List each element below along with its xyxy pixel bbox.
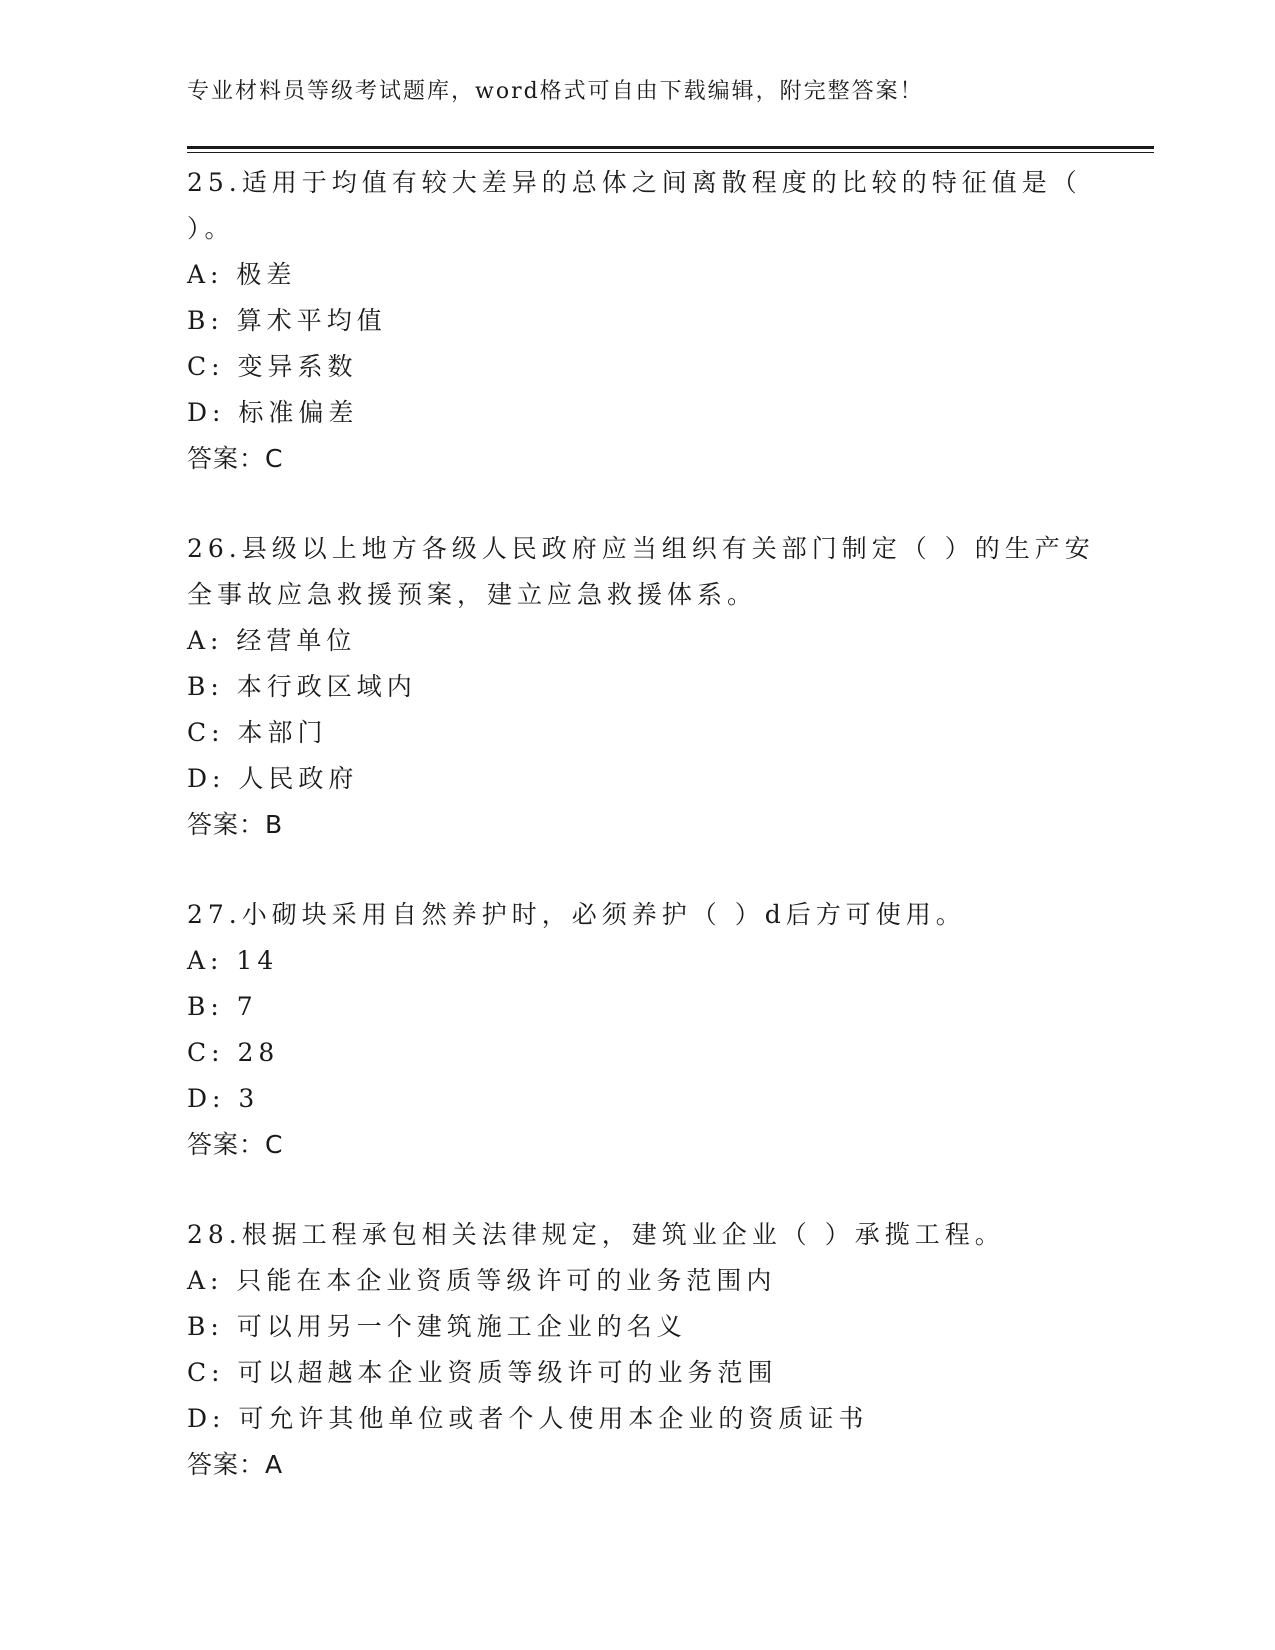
option-b: B: 7 [187,992,258,1021]
answer-line: 答案：C [187,1130,284,1159]
question-stem: ）。 [187,214,235,243]
option-d: D: 标准偏差 [187,398,359,427]
question-28 [187,1212,1087,1488]
option-b: B: 可以用另一个建筑施工企业的名义 [187,1312,687,1341]
header-divider [187,146,1154,153]
page-header: 专业材料员等级考试题库，word格式可自由下载编辑，附完整答案！ [187,79,924,104]
option-a: A: 14 [187,946,279,975]
option-b: B: 本行政区域内 [187,672,417,701]
option-c: C: 28 [187,1038,280,1067]
question-stem: 25.适用于均值有较大差异的总体之间离散程度的比较的特征值是（ [187,168,1082,197]
question-26 [187,526,1095,848]
option-d: D: 人民政府 [187,764,359,793]
option-c: C: 可以超越本企业资质等级许可的业务范围 [187,1358,778,1387]
question-stem: 28.根据工程承包相关法律规定，建筑业企业（ ）承揽工程。 [187,1220,1005,1249]
option-c: C: 本部门 [187,718,328,747]
option-b: B: 算术平均值 [187,306,387,335]
question-stem: 26.县级以上地方各级人民政府应当组织有关部门制定（ ）的生产安 [187,534,1095,563]
answer-line: 答案：B [187,810,284,839]
option-d: D: 可允许其他单位或者个人使用本企业的资质证书 [187,1404,869,1433]
question-stem: 27.小砌块采用自然养护时，必须养护（ ）d后方可使用。 [187,900,966,929]
option-a: A: 极差 [187,260,297,289]
option-c: C: 变异系数 [187,352,358,381]
option-a: A: 经营单位 [187,626,357,655]
question-25 [187,160,1087,482]
answer-line: 答案：C [187,444,284,473]
question-27 [187,892,1087,1168]
answer-line: 答案：A [187,1450,284,1479]
question-stem: 全事故应急救援预案，建立应急救援体系。 [187,580,758,609]
option-a: A: 只能在本企业资质等级许可的业务范围内 [187,1266,777,1295]
question-list [187,160,1095,1532]
option-d: D: 3 [187,1084,260,1113]
